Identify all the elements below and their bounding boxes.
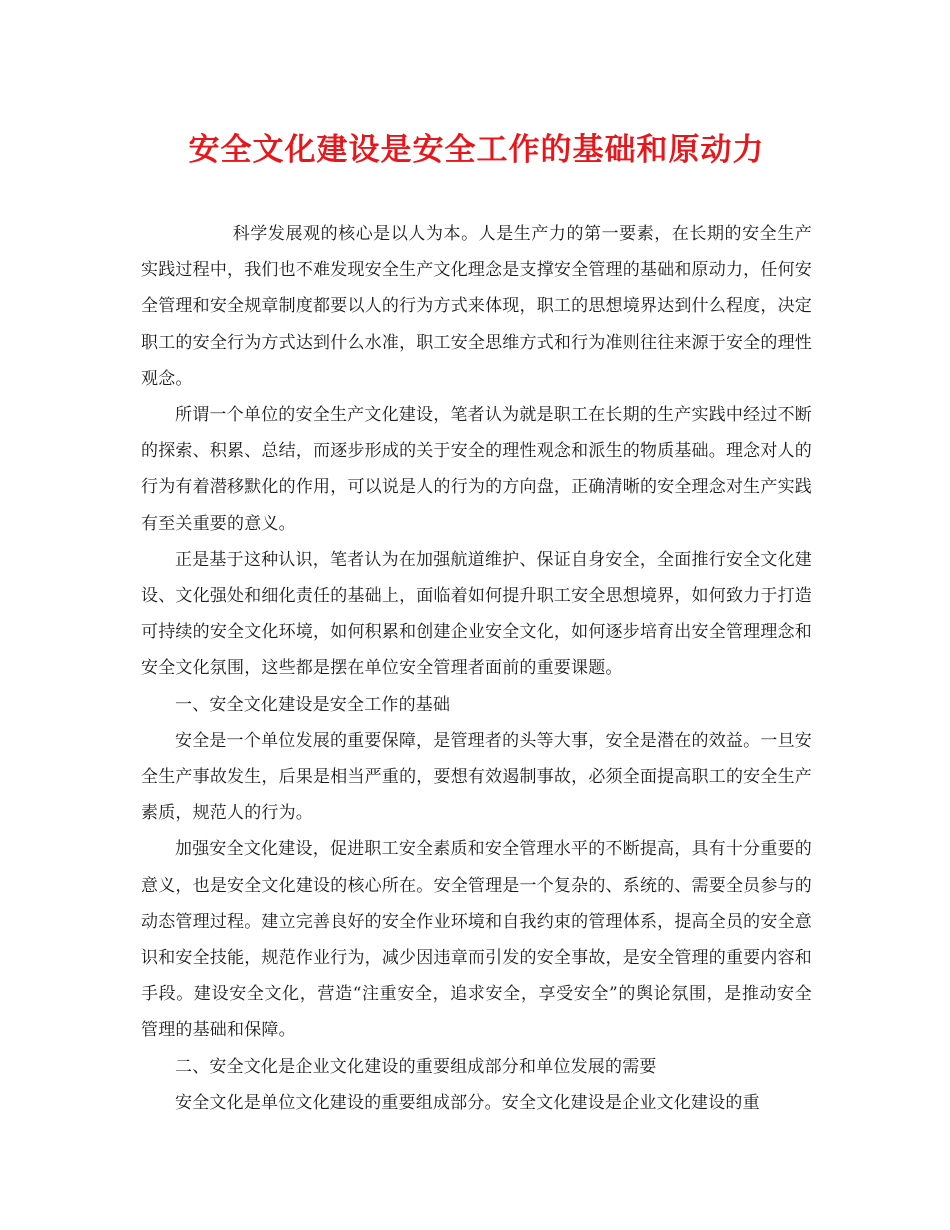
section-heading-2: 二、安全文化是企业文化建设的重要组成部分和单位发展的需要 [175,1056,657,1077]
paragraph-3: 正是基于这种认识，笔者认为在加强航道维护、保证自身安全，全面推行安全文化建设、文化强处和细化责任的基础上，面临着如何提升职工安全思想境界，如何致力于打造可持续的安全文化环境，如何积累和创建企业安全文化，如何逐步培育出安全管理理念和安全文化氛围，这些都是摆在单位安全管理者面前的重要课题。 [141,549,812,679]
document-body [141,216,812,1121]
paragraph-4: 安全是一个单位发展的重要保障，是管理者的头等大事，安全是潜在的效益。一旦安全生产事故发生，后果是相当严重的，要想有效遏制事故，必须全面提高职工的安全生产素质，规范人的行为。 [141,730,812,824]
paragraph-2: 所谓一个单位的安全生产文化建设，笔者认为就是职工在长期的生产实践中经过不断的探索、积累、总结，而逐步形成的关于安全的理性观念和派生的物质基础。理念对人的行为有着潜移默化的作用，可以说是人的行为的方向盘，正确清晰的安全理念对生产实践有至关重要的意义。 [141,405,812,534]
paragraph-5: 加强安全文化建设，促进职工安全素质和安全管理水平的不断提高，具有十分重要的意义，也是安全文化建设的核心所在。安全管理是一个复杂的、系统的、需要全员参与的动态管理过程。建立完善良好的安全作业环境和自我约束的管理体系，提高全员的安全意识和安全技能，规范作业行为，减少因违章而引发的安全事故，是安全管理的重要内容和手段。建设安全文化，营造“注重安全，追求安全，享受安全”的舆论氛围，是推动安全管理的基础和保障。 [141,839,812,1041]
section-heading-1: 一、安全文化建设是安全工作的基础 [175,694,451,715]
paragraph-6: 安全文化是单位文化建设的重要组成部分。安全文化建设是企业文化建设的重 [175,1092,760,1113]
paragraph-1: 科学发展观的核心是以人为本。人是生产力的第一要素，在长期的安全生产实践过程中，我们也不难发现安全生产文化理念是支撑安全管理的基础和原动力，任何安全管理和安全规章制度都要以人的行为方式来体现，职工的思想境界达到什么程度，决定职工的安全行为方式达到什么水准，职工安全思维方式和行为准则往往来源于安全的理性观念。 [141,224,812,389]
document-title: 安全文化建设是安全工作的基础和原动力 [188,132,765,168]
